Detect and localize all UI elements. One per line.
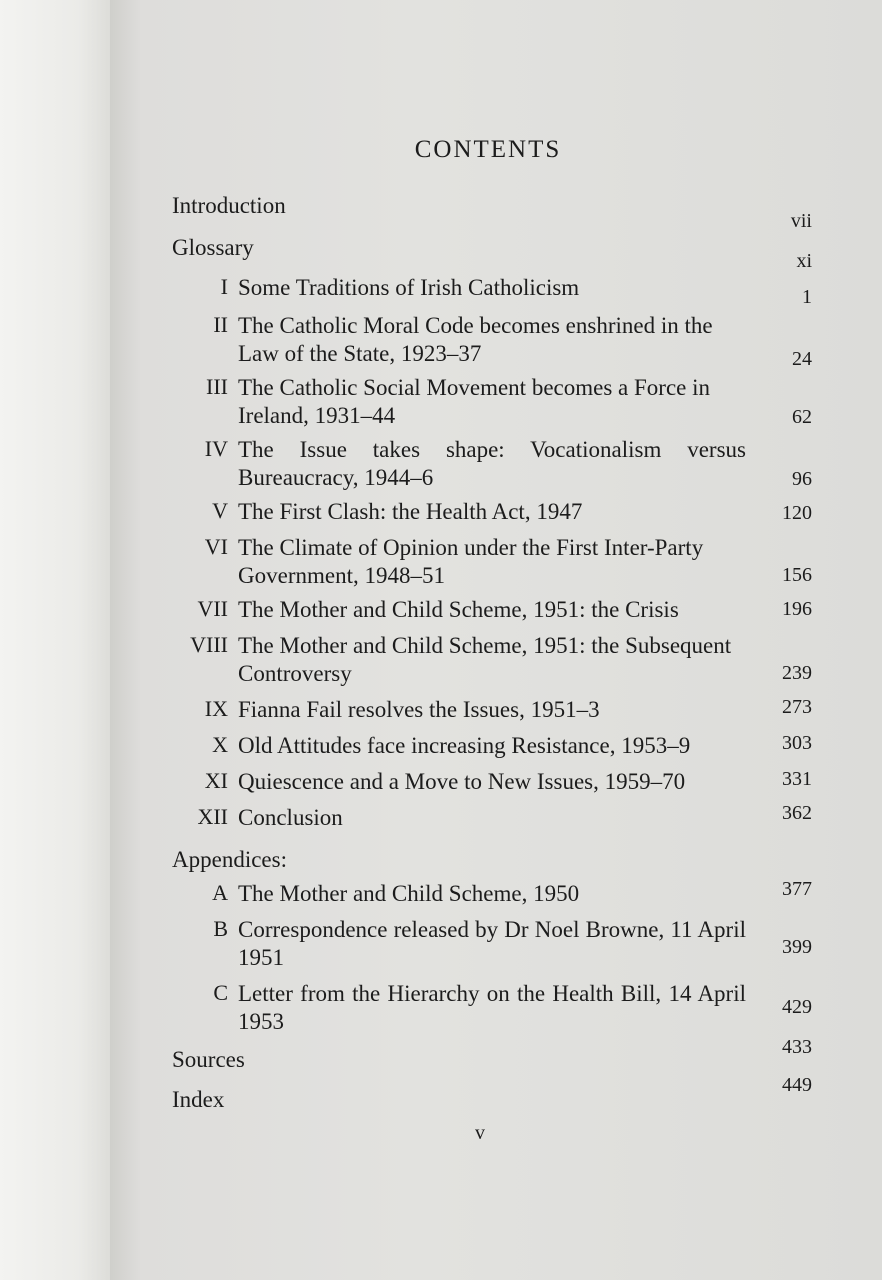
chapter-number: XII <box>197 804 228 829</box>
page-title: CONTENTS <box>414 136 562 163</box>
appendix-page: 377 <box>782 878 812 900</box>
chapter-page: 1 <box>802 286 812 308</box>
contents-page <box>110 0 882 1280</box>
chapter-number: III <box>206 374 228 399</box>
chapter-title: The Climate of Opinion under the First Inter-Party Government, 1948–51 <box>238 535 704 588</box>
chapter-page: 120 <box>782 502 812 524</box>
chapter-title: Quiescence and a Move to New Issues, 1959–70 <box>238 769 686 794</box>
toc-entry-page: 449 <box>782 1074 812 1096</box>
appendix-letter: C <box>213 980 228 1005</box>
chapter-page: 303 <box>782 732 812 754</box>
chapter-page: 156 <box>782 564 812 586</box>
chapter-page: 24 <box>792 348 812 370</box>
chapter-title: Some Traditions of Irish Catholicism <box>238 275 580 300</box>
chapter-number: IV <box>204 436 228 461</box>
chapter-page: 331 <box>782 768 812 790</box>
chapter-number: VIII <box>190 632 228 657</box>
chapter-number: VII <box>197 596 228 621</box>
chapter-title: Old Attitudes face increasing Resistance, 1953–9 <box>238 733 691 758</box>
chapter-title: The Catholic Moral Code becomes enshrined in the Law of the State, 1923–37 <box>238 313 713 366</box>
chapter-title: The Catholic Social Movement becomes a Force in Ireland, 1931–44 <box>238 375 711 428</box>
chapter-number: V <box>212 498 228 523</box>
toc-entry-page: vii <box>790 210 812 232</box>
appendix-page: 399 <box>782 936 812 958</box>
toc-entry-title: Index <box>172 1087 225 1112</box>
chapter-title: Fianna Fail resolves the Issues, 1951–3 <box>238 697 600 722</box>
table-of-contents <box>110 0 882 1280</box>
appendix-title: Correspondence released by Dr Noel Browne, 11 April 1951 <box>238 917 746 970</box>
chapter-number: I <box>220 274 228 299</box>
appendix-title: The Mother and Child Scheme, 1950 <box>238 881 580 906</box>
chapter-number: II <box>213 312 228 337</box>
appendix-page: 429 <box>782 996 812 1018</box>
toc-entry-title: Sources <box>172 1047 245 1072</box>
chapter-page: 239 <box>782 662 812 684</box>
toc-entry-page: 433 <box>782 1036 812 1058</box>
chapter-title: The Mother and Child Scheme, 1951: the Subsequent Controversy <box>238 633 732 686</box>
chapter-title: Conclusion <box>238 805 343 830</box>
page-number: v <box>475 1122 485 1144</box>
chapter-number: VI <box>204 534 228 559</box>
appendix-letter: B <box>213 916 228 941</box>
chapter-number: IX <box>204 696 228 721</box>
facing-page <box>0 0 112 1280</box>
chapter-page: 96 <box>792 468 812 490</box>
chapter-number: X <box>212 732 228 757</box>
toc-entry-title: Introduction <box>172 193 286 218</box>
chapter-page: 362 <box>782 802 812 824</box>
chapter-title: The Mother and Child Scheme, 1951: the Crisis <box>238 597 679 622</box>
chapter-page: 196 <box>782 598 812 620</box>
appendix-letter: A <box>212 880 228 905</box>
chapter-title: The First Clash: the Health Act, 1947 <box>238 499 583 524</box>
chapter-title: The Issue takes shape: Vocationalism versus Bureaucracy, 1944–6 <box>238 437 746 490</box>
chapter-page: 62 <box>792 406 812 428</box>
chapter-number: XI <box>204 768 228 793</box>
appendices-label: Appendices: <box>172 847 287 872</box>
appendix-title: Letter from the Hierarchy on the Health Bill, 14 April 1953 <box>238 981 746 1034</box>
chapter-page: 273 <box>782 696 812 718</box>
toc-entry-title: Glossary <box>172 235 254 260</box>
toc-entry-page: xi <box>796 250 812 272</box>
